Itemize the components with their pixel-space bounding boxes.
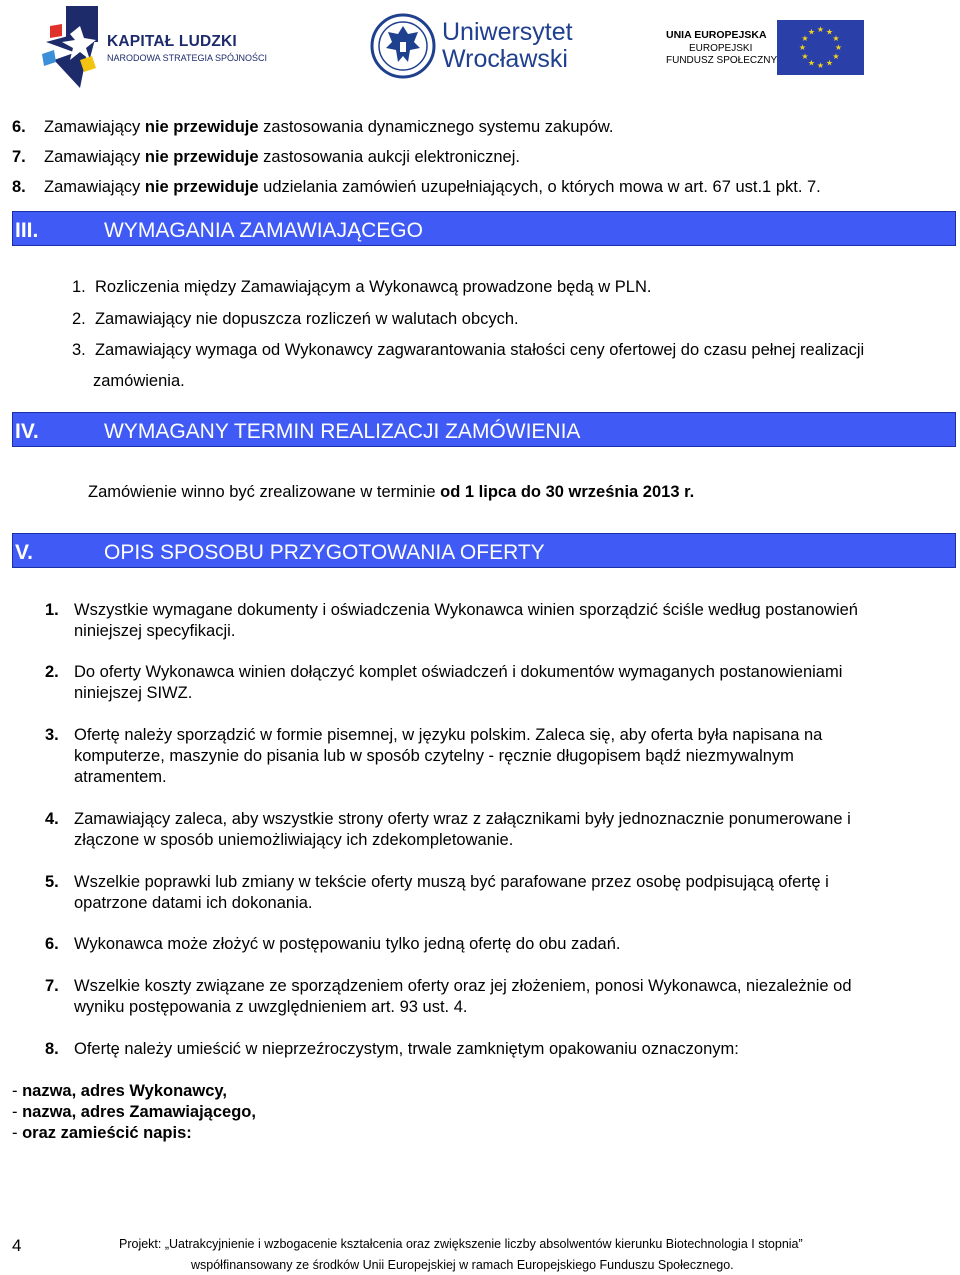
marking-line <box>12 1123 192 1143</box>
dash: - <box>12 1082 23 1100</box>
list-item <box>44 177 821 197</box>
item-number: 8. <box>45 1040 59 1058</box>
list-item <box>44 147 520 167</box>
svg-text:★: ★ <box>816 25 825 34</box>
svg-text:★: ★ <box>801 34 809 43</box>
item-number: 3. <box>72 341 86 359</box>
item-text: zastosowania aukcji elektronicznej. <box>258 148 520 166</box>
section-header-iv <box>12 412 956 447</box>
deadline-paragraph <box>88 482 694 502</box>
dash: - <box>12 1103 23 1121</box>
item-text: zastosowania dynamicznego systemu zakupów. <box>258 118 614 136</box>
item-text: niniejszej specyfikacji. <box>74 622 236 640</box>
deadline-dates: od 1 lipca do 30 września 2013 r. <box>440 483 695 501</box>
marking-text: oraz zamieścić napis: <box>22 1124 192 1142</box>
marking-line <box>12 1081 227 1101</box>
eu-title: UNIA EUROPEJSKA <box>666 29 767 41</box>
list-item <box>44 117 614 137</box>
item-text: Zamawiający <box>44 118 145 136</box>
svg-text:★: ★ <box>807 58 816 68</box>
section-header-v <box>12 533 956 568</box>
item-emphasis: nie przewiduje <box>144 148 259 166</box>
item-text: Zamawiający zaleca, aby wszystkie strony oferty wraz z załącznikami były jednoznacznie ponumerowane i <box>74 810 851 828</box>
footer-cofinance: współfinansowany ze środków Unii Europejskiej w ramach Europejskiego Funduszu Społecznego. <box>191 1258 734 1272</box>
kapital-ludzki-subtitle: NARODOWA STRATEGIA SPÓJNOŚCI <box>107 53 268 63</box>
footer-project: Projekt: „Uatrakcyjnienie i wzbogacenie kształcenia oraz zwiększenie liczby absolwentów kierunku Biotechnologia I stopnia” <box>119 1237 803 1251</box>
eu-stars-icon <box>777 20 864 75</box>
section-roman-numeral: V. <box>15 541 33 564</box>
item-text: Zamawiający wymaga od Wykonawcy zagwarantowania stałości ceny ofertowej do czasu pełnej realizacji <box>94 341 865 359</box>
item-number: 7. <box>45 977 59 995</box>
item-emphasis: nie przewiduje <box>144 118 259 136</box>
svg-text:★: ★ <box>834 43 843 52</box>
svg-text:★: ★ <box>807 27 816 37</box>
item-text: opatrzone datami ich dokonania. <box>74 894 313 912</box>
item-number: 6. <box>12 118 26 136</box>
item-number: 3. <box>45 726 59 744</box>
item-emphasis: nie przewiduje <box>144 178 259 196</box>
university-name-line2: Wrocławski <box>442 45 568 73</box>
item-text: Zamawiający nie dopuszcza rozliczeń w walutach obcych. <box>94 310 519 328</box>
svg-text:★: ★ <box>832 34 840 43</box>
item-text: Zamawiający <box>44 178 145 196</box>
marking-text: nazwa, adres Zamawiającego, <box>22 1103 256 1121</box>
list-item <box>72 309 519 329</box>
item-text: Ofertę należy umieścić w nieprzeźroczystym, trwale zamkniętym opakowaniu oznaczonym: <box>74 1040 739 1058</box>
item-text: Wszelkie poprawki lub zmiany w tekście oferty muszą być parafowane przez osobę podpisującą ofertę i <box>74 873 829 891</box>
eu-fund-line1: EUROPEJSKI <box>689 43 753 54</box>
university-seal <box>370 12 436 80</box>
item-text: atramentem. <box>74 768 167 786</box>
item-text: niniejszej SIWZ. <box>74 684 193 702</box>
deadline-text: Zamówienie winno być zrealizowane w terminie <box>88 483 441 501</box>
section-roman-numeral: III. <box>15 219 39 242</box>
page-number: 4 <box>12 1236 22 1255</box>
section-title: WYMAGANY TERMIN REALIZACJI ZAMÓWIENIA <box>104 420 581 443</box>
kapital-ludzki-title: KAPITAŁ LUDZKI <box>107 33 237 50</box>
eu-fund-line2: FUNDUSZ SPOŁECZNY <box>666 55 778 66</box>
item-number: 6. <box>45 935 59 953</box>
svg-text:★: ★ <box>825 58 834 68</box>
svg-text:★: ★ <box>798 43 807 52</box>
dash: - <box>12 1124 23 1142</box>
marking-text: nazwa, adres Wykonawcy, <box>22 1082 227 1100</box>
item-number: 4. <box>45 810 59 828</box>
section-title: WYMAGANIA ZAMAWIAJĄCEGO <box>104 219 423 242</box>
item-number: 2. <box>72 310 86 328</box>
university-name-line1: Uniwersytet <box>442 18 573 46</box>
item-number: 5. <box>45 873 59 891</box>
item-text: Ofertę należy sporządzić w formie pisemnej, w języku polskim. Zaleca się, aby oferta była napisana na <box>74 726 823 744</box>
svg-text:★: ★ <box>832 52 840 61</box>
svg-text:★: ★ <box>801 52 809 61</box>
item-text: złączone w sposób uniemożliwiający ich zdekompletowanie. <box>74 831 514 849</box>
item-text: Wykonawca może złożyć w postępowaniu tylko jedną ofertę do obu zadań. <box>74 935 621 953</box>
section-roman-numeral: IV. <box>15 420 39 443</box>
item-text: Rozliczenia między Zamawiającym a Wykonawcą prowadzone będą w PLN. <box>94 278 652 296</box>
item-number: 2. <box>45 663 59 681</box>
item-number: 1. <box>45 601 59 619</box>
svg-text:★: ★ <box>825 27 834 37</box>
item-text-continuation: zamówienia. <box>93 372 185 390</box>
marking-line <box>12 1102 256 1122</box>
list-item <box>72 277 651 297</box>
section-title: OPIS SPOSOBU PRZYGOTOWANIA OFERTY <box>104 541 545 564</box>
item-text: Wszelkie koszty związane ze sporządzeniem oferty oraz jej złożeniem, ponosi Wykonawca, niezależnie od <box>74 977 852 995</box>
eagle-seal-icon <box>370 12 436 80</box>
section-header-iii <box>12 211 956 246</box>
item-number: 7. <box>12 148 26 166</box>
item-text: Zamawiający <box>44 148 145 166</box>
item-number: 1. <box>72 278 86 296</box>
item-text: komputerze, maszynie do pisania lub w sposób czytelny - ręcznie długopisem bądź niezmywalnym <box>74 747 794 765</box>
item-text: udzielania zamówień uzupełniających, o których mowa w art. 67 ust.1 pkt. 7. <box>258 178 821 196</box>
item-text: Do oferty Wykonawca winien dołączyć komplet oświadczeń i dokumentów wymaganych postanowieniami <box>74 663 843 681</box>
eu-flag <box>777 20 864 75</box>
item-text: wyniku postępowania z uwzględnieniem art. 93 ust. 4. <box>74 998 468 1016</box>
list-item <box>72 340 864 360</box>
item-text: Wszystkie wymagane dokumenty i oświadczenia Wykonawca winien sporządzić ściśle według postanowień <box>74 601 858 619</box>
item-number: 8. <box>12 178 26 196</box>
svg-text:★: ★ <box>816 61 825 70</box>
